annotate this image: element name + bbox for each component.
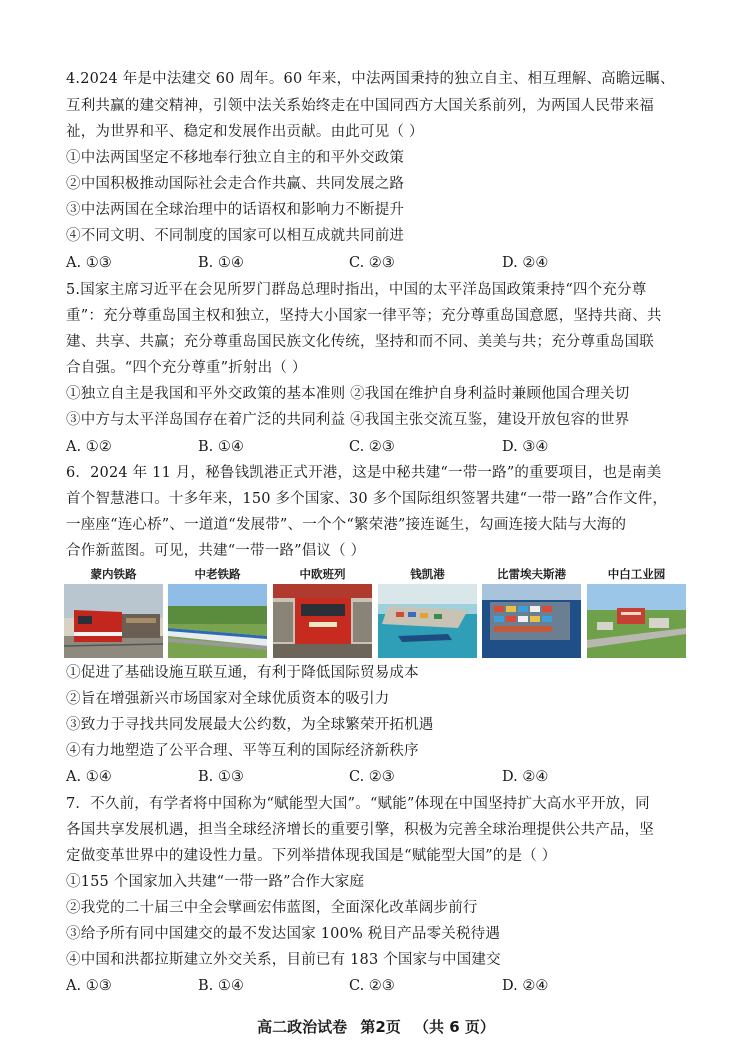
option-c[interactable]: C. ②③ — [349, 255, 395, 271]
bullet-train-photo — [168, 584, 267, 658]
q5-stem-line: 合自强。“四个充分尊重”折射出（ ） — [66, 360, 307, 376]
photo-caption: 中白工业园 — [607, 567, 666, 581]
q4-stem-line: 祉，为世界和平、稳定和发展作出贡献。由此可见（ ） — [66, 124, 424, 140]
port-photo — [378, 584, 477, 658]
q6-stem-line: 6．2024 年 11 月，秘鲁钱凯港正式开港，这是中秘共建“一带一路”的重要项目，也是南美 — [66, 465, 662, 481]
q7-choice-2: ②我党的二十届三中全会擘画宏伟蓝图，全面深化改革阔步前行 — [66, 900, 478, 916]
q4-choice-1: ①中法两国坚定不移地奉行独立自主的和平外交政策 — [66, 150, 405, 166]
option-c[interactable]: C. ②③ — [349, 769, 395, 785]
photo-chancay-port — [378, 566, 477, 660]
q6-choice-1: ①促进了基础设施互联互通，有利于降低国际贸易成本 — [66, 665, 419, 681]
train-photo — [64, 584, 163, 658]
option-d[interactable]: D. ②④ — [502, 978, 549, 994]
q5-stem-line: 重”：充分尊重岛国主权和独立，坚持大小国家一律平等；充分尊重岛国意愿，坚持共商、共 — [66, 308, 662, 324]
photo-china-laos-railway — [168, 566, 267, 660]
q6-stem-line: 首个智慧港口。十多年来，150 多个国家、30 多个国际组织签署共建“一带一路”合作文件， — [66, 491, 668, 507]
q6-choice-4: ④有力地塑造了公平合理、平等互利的国际经济新秩序 — [66, 743, 419, 759]
photo-caption: 蒙内铁路 — [90, 567, 137, 581]
page-total: （共 6 页） — [414, 1018, 495, 1036]
q6-choice-3: ③致力于寻找共同发展最大公约数，为全球繁荣开拓机遇 — [66, 717, 434, 733]
option-a[interactable]: A. ①③ — [66, 255, 112, 271]
q4-stem-line: 4.2024 年是中法建交 60 周年。60 年来，中法两国秉持的独立自主、相互理解、高瞻远瞩、 — [66, 71, 675, 87]
q4-choice-3: ③中法两国在全球治理中的话语权和影响力不断提升 — [66, 202, 405, 218]
option-d[interactable]: D. ②④ — [502, 255, 549, 271]
option-b[interactable]: B. ①④ — [198, 255, 244, 271]
locomotive-photo — [273, 584, 372, 658]
q5-stem-line: 5.国家主席习近平在会见所罗门群岛总理时指出，中国的太平洋岛国政策秉持“四个充分尊 — [66, 282, 647, 298]
page-footer — [0, 1016, 752, 1037]
exam-title: 高二政治试卷 — [257, 1018, 348, 1036]
photo-piraeus-port — [482, 566, 581, 660]
q7-stem-line: 7．不久前，有学者将中国称为“赋能型大国”。“赋能”体现在中国坚持扩大高水平开放，同 — [66, 796, 650, 812]
option-a[interactable]: A. ①③ — [66, 978, 112, 994]
photo-caption: 比雷埃夫斯港 — [497, 567, 566, 581]
option-d[interactable]: D. ②④ — [502, 769, 549, 785]
option-b[interactable]: B. ①③ — [198, 769, 244, 785]
option-d[interactable]: D. ③④ — [502, 439, 549, 455]
q7-choice-4: ④中国和洪都拉斯建立外交关系，目前已有 183 个国家与中国建交 — [66, 952, 501, 968]
photo-china-europe-freight-train — [273, 566, 372, 660]
photo-caption: 中欧班列 — [299, 567, 346, 581]
q7-stem-line: 定做变革世界中的建设性力量。下列举措体现我国是“赋能型大国”的是（ ） — [66, 848, 557, 864]
option-c[interactable]: C. ②③ — [349, 978, 395, 994]
q4-stem-line: 互利共赢的建交精神，引领中法关系始终走在中国同西方大国关系前列，为两国人民带来福 — [66, 98, 654, 114]
q7-stem-line: 各国共享发展机遇，担当全球经济增长的重要引擎，积极为完善全球治理提供公共产品，坚 — [66, 822, 654, 838]
q4-choice-2: ②中国积极推动国际社会走合作共赢、共同发展之路 — [66, 176, 405, 192]
option-a[interactable]: A. ①② — [66, 439, 112, 455]
q7-choice-3: ③给予所有同中国建交的最不发达国家 100% 税目产品零关税待遇 — [66, 926, 501, 942]
q4-choice-4: ④不同文明、不同制度的国家可以相互成就共同前进 — [66, 228, 405, 244]
q6-stem-line: 合作新蓝图。可见，共建“一带一路”倡议（ ） — [66, 543, 366, 559]
q6-stem-line: 一座座“连心桥”、一道道“发展带”、一个个“繁荣港”接连诞生，勾画连接大陆与大海的 — [66, 517, 627, 533]
q7-choice-1: ①155 个国家加入共建“一带一路”合作大家庭 — [66, 874, 365, 890]
page-number: 第2页 — [360, 1018, 401, 1036]
photo-china-belarus-industrial-park — [587, 566, 686, 660]
option-c[interactable]: C. ②③ — [349, 439, 395, 455]
q5-choices-row-1: ①独立自主是我国和平外交政策的基本准则 ②我国在维护自身利益时兼顾他国合理关切 — [66, 386, 630, 402]
photo-mombasa-nairobi-railway — [64, 566, 163, 660]
option-b[interactable]: B. ①④ — [198, 978, 244, 994]
photo-gallery — [64, 566, 686, 660]
q5-stem-line: 建、共享、共赢；充分尊重岛国民族文化传统，坚持和而不同、美美与共；充分尊重岛国联 — [66, 334, 654, 350]
option-b[interactable]: B. ①④ — [198, 439, 244, 455]
photo-caption: 中老铁路 — [194, 567, 241, 581]
q6-choice-2: ②旨在增强新兴市场国家对全球优质资本的吸引力 — [66, 691, 390, 707]
industrial-park-photo — [587, 584, 686, 658]
photo-caption: 钱凯港 — [410, 567, 445, 581]
q5-choices-row-2: ③中方与太平洋岛国存在着广泛的共同利益 ④我国主张交流互鉴，建设开放包容的世界 — [66, 412, 630, 428]
container-port-photo — [482, 584, 581, 658]
option-a[interactable]: A. ①④ — [66, 769, 112, 785]
